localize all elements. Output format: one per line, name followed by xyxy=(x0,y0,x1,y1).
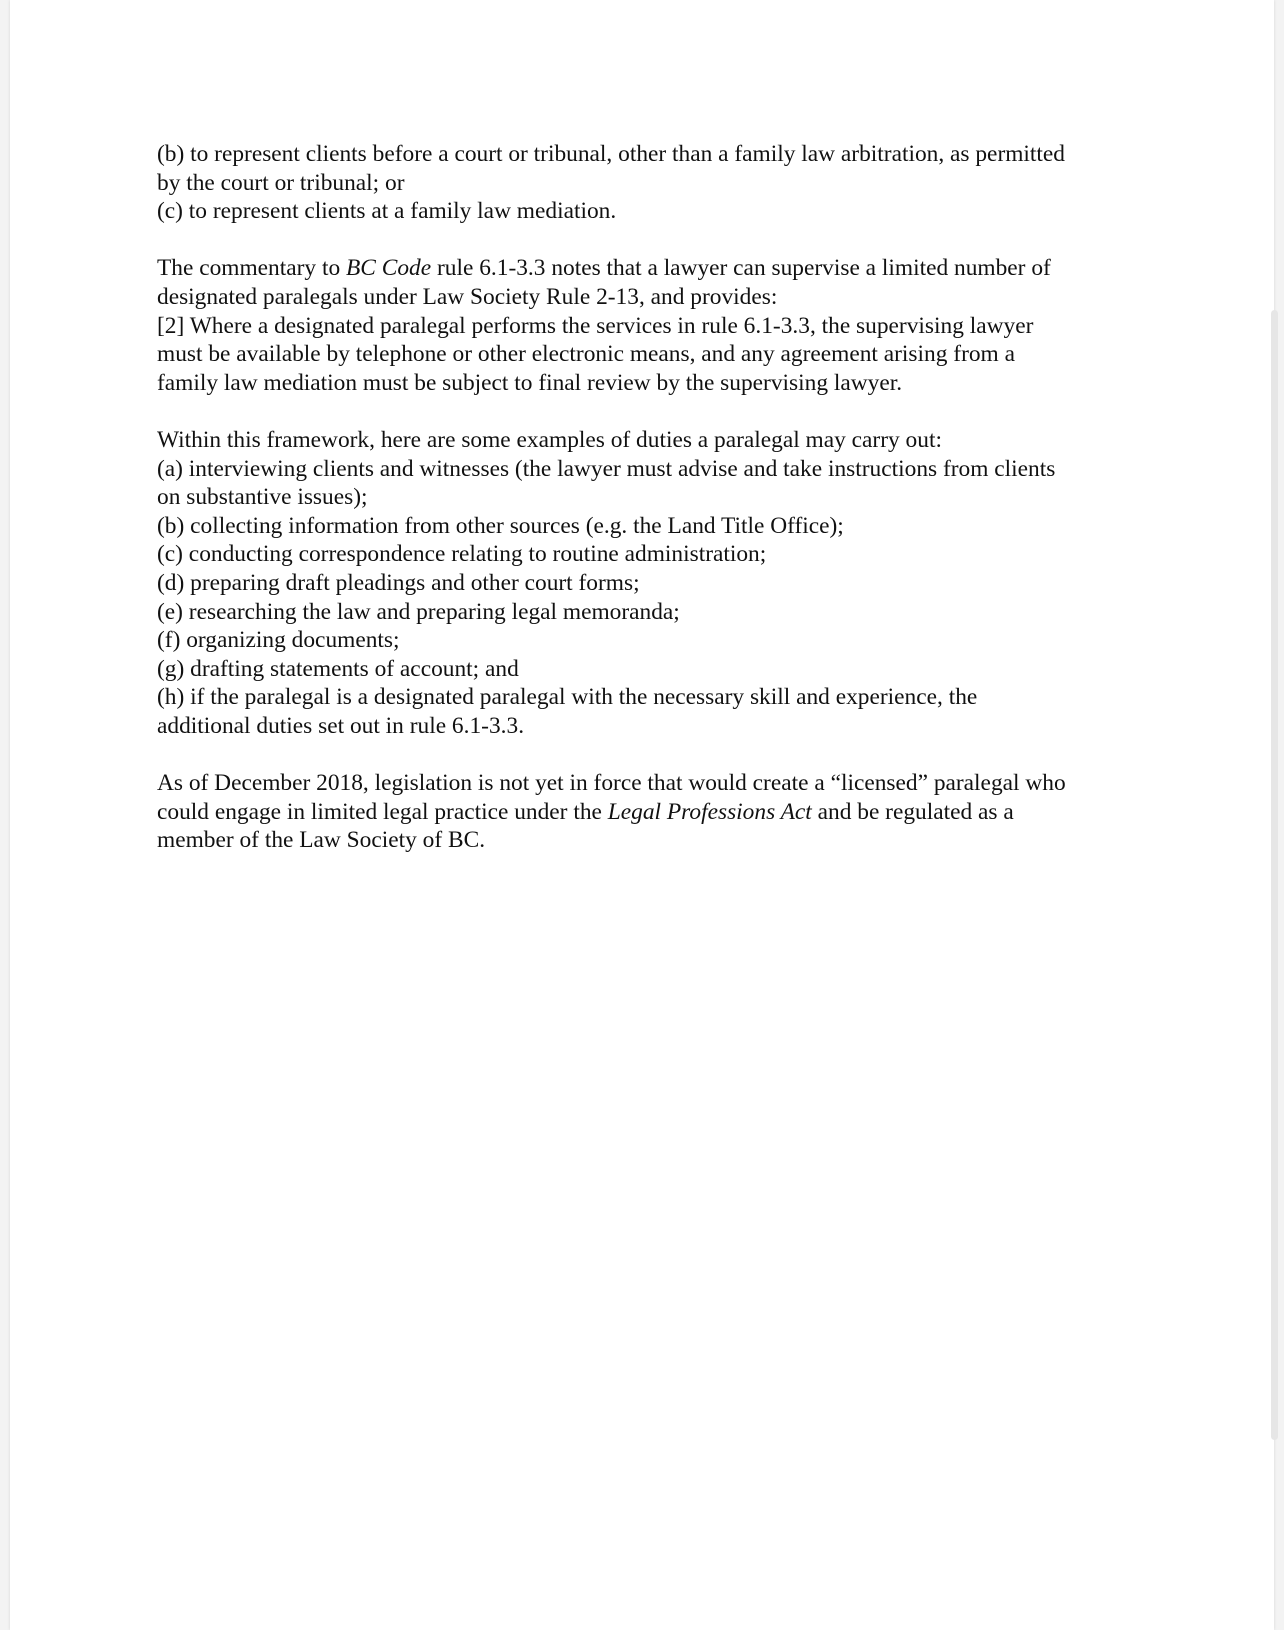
paragraph-commentary xyxy=(157,254,1137,397)
vertical-scrollbar[interactable] xyxy=(1269,0,1281,1630)
text-line: member of the Law Society of BC. xyxy=(157,827,486,854)
list-item: (f) organizing documents; xyxy=(157,627,400,654)
text-run: and be regulated as a xyxy=(811,798,1014,825)
text-line xyxy=(157,254,1137,283)
list-item: (a) interviewing clients and witnesses (the lawyer must advise and take instructions from clients xyxy=(157,455,1056,482)
paragraph-legislation xyxy=(157,769,1137,855)
scrollbar-thumb[interactable] xyxy=(1271,310,1278,1440)
text-line: designated paralegals under Law Society Rule 2-13, and provides: xyxy=(157,283,778,310)
document-page xyxy=(10,0,1274,1630)
text-line: [2] Where a designated paralegal performs the services in rule 6.1-3.3, the supervising lawyer xyxy=(157,312,1034,339)
italic-citation: BC Code xyxy=(346,255,432,282)
list-item: (h) if the paralegal is a designated paralegal with the necessary skill and experience, the xyxy=(157,684,978,711)
list-item: (e) researching the law and preparing legal memoranda; xyxy=(157,598,680,625)
text-line: (c) to represent clients at a family law mediation. xyxy=(157,198,617,225)
text-line xyxy=(157,798,1137,827)
list-item: (d) preparing draft pleadings and other court forms; xyxy=(157,569,640,596)
list-item-continued: additional duties set out in rule 6.1-3.3. xyxy=(157,712,525,739)
text-run: The commentary to xyxy=(157,255,347,282)
list-item: (b) collecting information from other sources (e.g. the Land Title Office); xyxy=(157,512,844,539)
list-item-continued: on substantive issues); xyxy=(157,484,368,511)
text-line: family law mediation must be subject to final review by the supervising lawyer. xyxy=(157,369,903,396)
text-run: rule 6.1-3.3 notes that a lawyer can supervise a limited number of xyxy=(431,255,1051,282)
text-run: could engage in limited legal practice under the xyxy=(157,798,608,825)
text-line: (b) to represent clients before a court or tribunal, other than a family law arbitration, as permitted xyxy=(157,141,1065,167)
text-line: As of December 2018, legislation is not yet in force that would create a “licensed” paralegal who xyxy=(157,770,1066,797)
italic-citation: Legal Professions Act xyxy=(607,798,812,825)
page-content xyxy=(157,140,1137,883)
paragraph-duties-list xyxy=(157,426,1137,741)
paragraph-representation xyxy=(157,140,1137,226)
list-item: (c) conducting correspondence relating to routine administration; xyxy=(157,541,767,568)
list-intro: Within this framework, here are some examples of duties a paralegal may carry out: xyxy=(157,426,942,453)
text-line: must be available by telephone or other electronic means, and any agreement arising from a xyxy=(157,341,1015,368)
text-line: by the court or tribunal; or xyxy=(157,169,405,196)
list-item: (g) drafting statements of account; and xyxy=(157,655,519,682)
